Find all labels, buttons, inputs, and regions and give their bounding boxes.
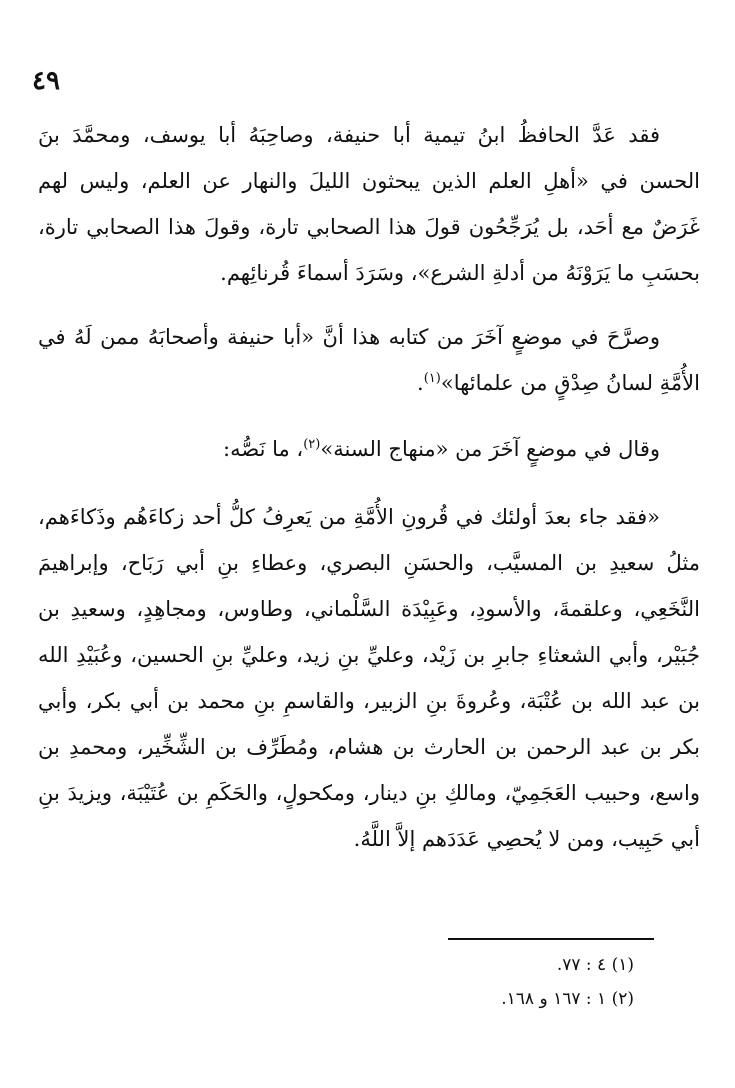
footnote-2: (٢) ١ : ١٦٧ و ١٦٨. — [501, 989, 634, 1009]
paragraph-4-quote: «فقد جاء بعدَ أولئك في قُرونِ الأُمَّةِ من يَعرِفُ كلُّ أحد زكاءَهُم وذَكاءَهم، مثلُ سعيدِ بن المسيَّب، والحسَنِ البصري، وعطاءِ بنِ أبي رَبَاح، وإبراهيمَ النَّخَعِي، وعلقمةَ، والأسودِ، وعَبِيْدَة السَّلْماني، وطاوس، ومجاهِدٍ، وسعيدِ بن جُبَيْر، وأبي الشعثاءِ جابرِ بن زَيْد، وعليِّ بنِ زيد، وعليِّ بنِ الحسين، وعُبَيْدِ الله بن عبد الله بن عُتْبَة، وعُروةَ بنِ الزبير، والقاسمِ بنِ محمد بن أبي بكر، وأبي بكر بن عبد الرحمن بن الحارث بن هشام، ومُطَرِّف بن الشِّخِّير، ومحمدِ بن واسع، وحبيب العَجَمِيّ، ومالكِ بنِ دينار، ومكحولٍ، والحَكَمِ بن عُتَيْبَة، ويزيدَ بنِ أبي حَبِيب، ومن لا يُحصِي عَدَدَهم إلاَّ اللَّهُ. — [38, 505, 700, 851]
footnote-divider — [448, 938, 654, 940]
paragraph-3-end: ، ما نَصُّه: — [223, 437, 304, 461]
paragraph-1: فقد عَدَّ الحافظُ ابنُ تيمية أبا حنيفة، وصاحِبَهُ أبا يوسف، ومحمَّدَ بنَ الحسن في «أهلِ العلم الذين يبحثون الليلَ والنهار عن العلم، وليس لهم غَرَضٌ مع أحَد، بل يُرَجِّحُون قولَ هذا الصحابي تارة، وقولَ هذا الصحابي تارة، بحسَبِ ما يَرَوْنَهُ من أدلةِ الشرع»، وسَرَدَ أسماءَ قُرنائِهم. — [38, 123, 700, 285]
footnotes — [300, 948, 634, 1016]
paragraph-2-text: وصرَّحَ في موضعٍ آخَرَ من كتابه هذا أنَّ «أبا حنيفة وأصحابَهُ ممن لَهُ في الأُمَّةِ لسانُ صِدْقٍ من علمائها» — [38, 325, 700, 395]
main-text — [38, 112, 700, 862]
footnote-ref-1: (١) — [423, 371, 441, 386]
footnote-1: (١) ٤ : ٧٧. — [556, 955, 634, 975]
footnote-ref-2: (٢) — [303, 437, 321, 452]
paragraph-3 — [38, 426, 700, 472]
page-number: ٤٩ — [32, 66, 60, 96]
paragraph-3-text: وقال في موضعٍ آخَرَ من «منهاج السنة» — [320, 437, 660, 461]
paragraph-2 — [38, 314, 700, 406]
paragraph-2-end: . — [417, 371, 424, 395]
